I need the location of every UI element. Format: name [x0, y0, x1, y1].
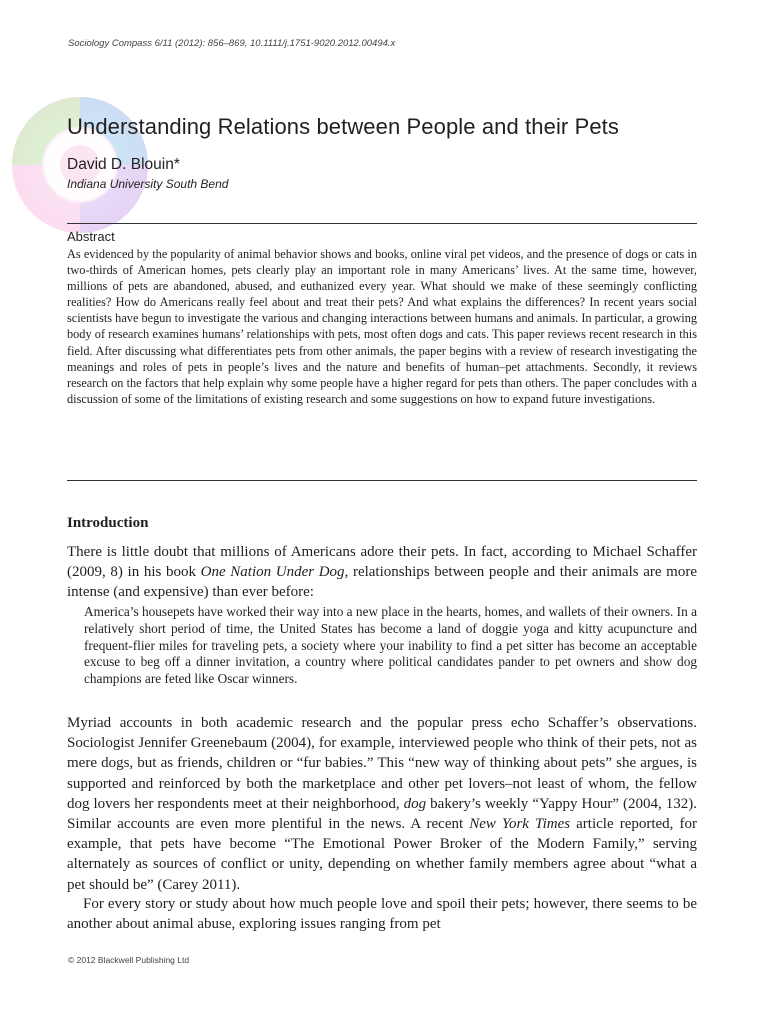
intro-p2-italic-dog: dog: [403, 795, 427, 812]
block-quote: America’s housepets have worked their way into a new place in the hearts, homes, and wallets of their owners. In a relatively short period of time, the United States has become a land of doggie yoga and kitty acupuncture and frequent-flier miles for traveling pets, a society where your inability to find a pet sitter has become an acceptable excuse to beg off a dinner invitation, a country where political candidates pander to pet owners and show dog champions are feted like Oscar winners.: [84, 604, 697, 687]
intro-paragraph-2: [67, 713, 697, 895]
introduction-heading: Introduction: [67, 515, 149, 531]
abstract-text: As evidenced by the popularity of animal behavior shows and books, online viral pet videos, and the presence of dogs or cats in two-thirds of American homes, pets clearly play an important role in many Americans’ lives. At the same time, however, millions of pets are abandoned, abused, and euthanized every year. What should we make of these seemingly conflicting realities? How do Americans really feel about and treat their pets? And what explains the differences? In recent years social scientists have begun to investigate the various and changing interactions between humans and animals. In particular, a growing body of research examines humans’ relationships with pets, most often dogs and cats. This paper reviews recent research in this field. After discussing what differentiates pets from other animals, the paper begins with a review of research investigating the meanings and roles of pets in people’s lives and the nature and benefits of human–pet attachments. Secondly, it reviews research on the factors that help explain why some people have a higher regard for pets than others. The paper concludes with a discussion of some of the limitations of existing research and some suggestions on how to expand future investigations.: [67, 247, 697, 406]
intro-p1-text-b: , relationships between people and their animals are more intense (and expensive) than ever before:: [67, 564, 697, 601]
intro-p2-text-a: Myriad accounts in both academic research and the popular press echo Schaffer’s observations. Sociologist Jennifer Greenebaum (2004), for example, interviewed people who think of their pets, not as mere dogs, but as friends, children or “fur babies.” This “new way of thinking about pets” she argues, is supported and reinforced by both the marketplace and other pet lovers–not least of whom, the fellow dog lovers her respondents meet at their neighborhood,: [67, 715, 697, 812]
abstract-top-rule: [67, 223, 697, 224]
intro-paragraph-3: For every story or study about how much people love and spoil their pets; however, there seems to be another about animal abuse, exploring issues ranging from pet: [67, 896, 697, 933]
abstract-heading: Abstract: [67, 229, 115, 244]
author-affiliation: Indiana University South Bend: [67, 177, 229, 191]
abstract-bottom-rule: [67, 480, 697, 481]
book-title: One Nation Under Dog: [200, 564, 345, 581]
intro-p2-text-c: article reported, for example, that pets have become “The Emotional Power Broker of the Modern Family,” serving alternately as sources of conflict or unity, depending on whether family members agree about “what a pet should be” (Carey 2011).: [67, 816, 698, 893]
newspaper-title: New York Times: [469, 816, 571, 833]
intro-paragraph-1: [67, 542, 697, 603]
copyright-footer: © 2012 Blackwell Publishing Ltd: [68, 955, 190, 965]
journal-citation: Sociology Compass 6/11 (2012): 856–869, 10.1111/j.1751-9020.2012.00494.x: [68, 38, 396, 49]
intro-p2-text-b: bakery’s weekly “Yappy Hour” (2004, 132). Similar accounts are even more plentiful in the news. A recent: [67, 795, 697, 833]
intro-p1-text-a: There is little doubt that millions of Americans adore their pets. In fact, according to Michael Schaffer (2009, 8) in his book: [67, 544, 697, 581]
article-title: Understanding Relations between People and their Pets: [67, 114, 619, 139]
author-name: David D. Blouin*: [67, 156, 180, 173]
